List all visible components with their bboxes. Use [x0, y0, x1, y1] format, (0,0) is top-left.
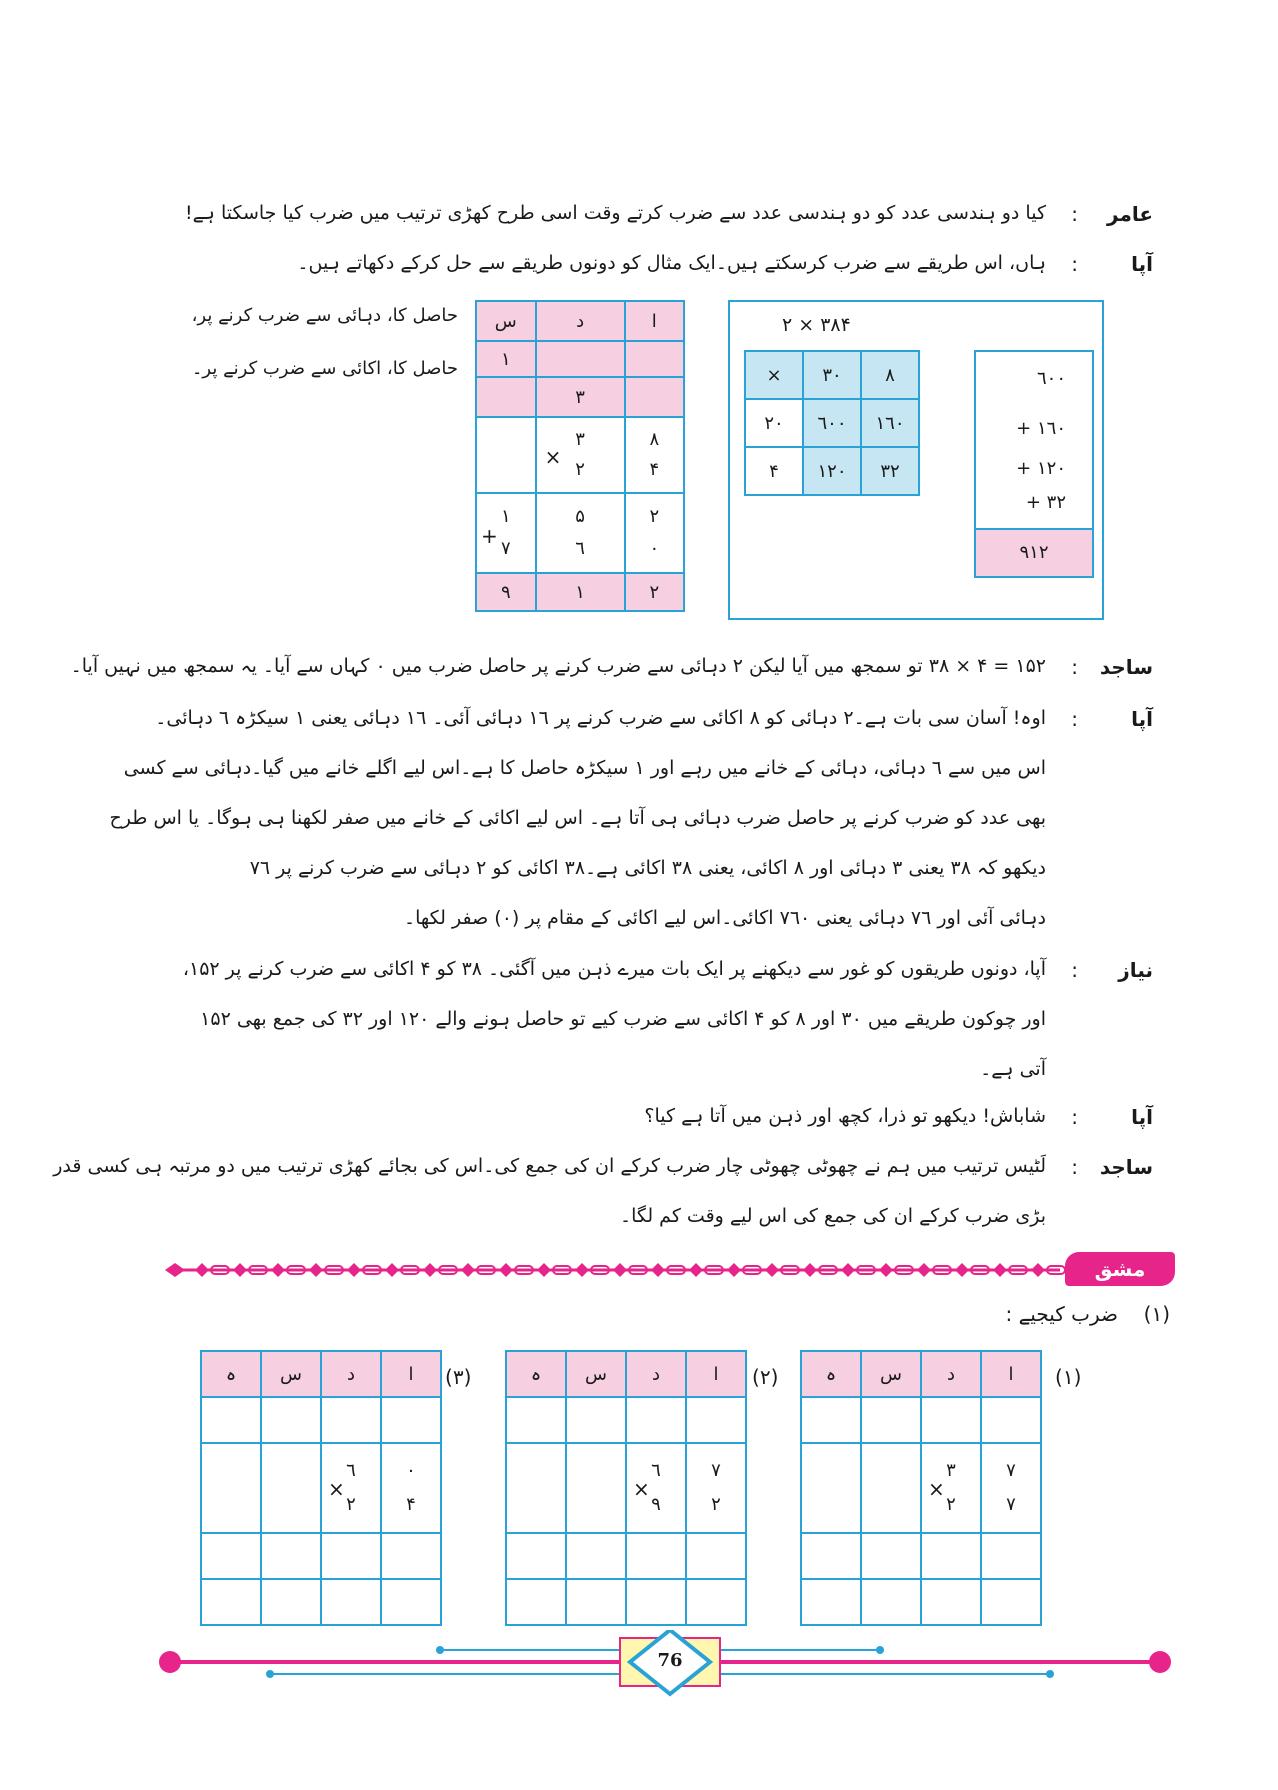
times-sign: × — [544, 445, 562, 469]
page-number: 76 — [657, 1650, 683, 1671]
chain-diamond — [689, 1263, 703, 1277]
answer-cell — [201, 1579, 261, 1625]
chain-diamond — [613, 1263, 627, 1277]
answer-cell — [626, 1579, 686, 1625]
lattice-title: ٣٨ × ٢۴ — [782, 314, 851, 336]
chain-diamond — [461, 1263, 475, 1277]
answer-cell — [861, 1397, 921, 1443]
answer-cell — [981, 1579, 1041, 1625]
problem-digits: ٠ ۴ — [381, 1443, 441, 1533]
grid-header: د — [626, 1351, 686, 1397]
exercise-grid — [200, 1350, 442, 1626]
dialogue-text: ہاں، اس طریقے سے ضرب کرسکتے ہیں۔ایک مثال کو دونوں طریقے سے حل کرکے دکھاتے ہیں۔ — [297, 252, 1046, 274]
chain-diamond — [385, 1263, 399, 1277]
answer-cell — [201, 1443, 261, 1533]
chain-diamond — [841, 1263, 855, 1277]
grid-header: س — [261, 1351, 321, 1397]
grid-header: ا — [381, 1351, 441, 1397]
answer-cell — [381, 1533, 441, 1579]
answer-cell — [981, 1397, 1041, 1443]
note-units: حاصل کا، اکائی سے ضرب کرنے پر۔ — [191, 358, 458, 379]
vertical-multiplication-grid: ا د س ١ ٣ ٨ ۴ ٣ ٢ × ٢ ٠ ۵ ٦ ١ ٧ + ٢ ١ ٩ — [475, 300, 685, 612]
answer-cell — [321, 1533, 381, 1579]
problem-digits: ٦ ٩ × — [626, 1443, 686, 1533]
answer-cell — [861, 1443, 921, 1533]
answer-cell — [506, 1579, 566, 1625]
answer-cell — [506, 1443, 566, 1533]
dialogue-text: کیا دو ہندسی عدد کو دو ہندسی عدد سے ضرب کرتے وقت اسی طرح کھڑی ترتیب میں ضرب کیا جاسکتا ہے! — [185, 202, 1046, 224]
answer-cell — [921, 1579, 981, 1625]
answer-cell — [261, 1397, 321, 1443]
speaker-name: ساجد — [1099, 1155, 1153, 1179]
answer-cell — [506, 1397, 566, 1443]
problem-label: (١) — [1055, 1365, 1082, 1389]
sum-box: ٦٠٠ + ١٦٠ + ١٢٠ + ٣٢ ٩١٢ — [974, 350, 1094, 578]
times-sign: × — [928, 1477, 945, 1501]
answer-cell — [261, 1533, 321, 1579]
answer-cell — [626, 1397, 686, 1443]
answer-cell — [801, 1443, 861, 1533]
chain-diamond — [499, 1263, 513, 1277]
problem-digits: ٧ ٧ — [981, 1443, 1041, 1533]
speaker-name: عامر — [1107, 202, 1153, 226]
grid-header: س — [566, 1351, 626, 1397]
answer-cell — [566, 1443, 626, 1533]
grid-header: ہ — [506, 1351, 566, 1397]
answer-cell — [921, 1397, 981, 1443]
answer-cell — [686, 1579, 746, 1625]
answer-cell — [321, 1579, 381, 1625]
answer-cell — [801, 1579, 861, 1625]
speaker-name: آپا — [1131, 1105, 1153, 1129]
times-sign: × — [745, 351, 803, 399]
speaker-name: آپا — [1131, 252, 1153, 276]
times-sign: × — [328, 1477, 345, 1501]
chain-diamond — [423, 1263, 437, 1277]
sum-total: ٩١٢ — [976, 528, 1092, 576]
note-tens: حاصل کا، دہائی سے ضرب کرنے پر، — [191, 305, 458, 326]
plus-sign: + — [481, 524, 498, 548]
answer-cell — [921, 1533, 981, 1579]
problem-digits: ٣ ٢ × — [921, 1443, 981, 1533]
chain-diamond — [575, 1263, 589, 1277]
lattice-example-box — [728, 300, 1104, 620]
lattice-grid: ٨ ٣٠ × ١٦٠ ٦٠٠ ٢٠ ٣٢ ١٢٠ ۴ — [744, 350, 920, 496]
grid-header: د — [921, 1351, 981, 1397]
decorative-chain-border — [165, 1255, 1065, 1285]
carry-digit: ١ — [476, 341, 536, 377]
question-text: ضرب کیجیے : — [1005, 1302, 1118, 1326]
speaker-name: نیاز — [1118, 958, 1153, 982]
answer-cell — [566, 1397, 626, 1443]
chain-diamond — [347, 1263, 361, 1277]
answer-cell — [566, 1579, 626, 1625]
answer-cell — [801, 1533, 861, 1579]
answer-cell — [201, 1397, 261, 1443]
exercise-grid — [800, 1350, 1042, 1626]
answer-cell — [626, 1533, 686, 1579]
problem-digits: ٦ ٢ × — [321, 1443, 381, 1533]
problem-label: (٣) — [445, 1365, 472, 1389]
answer-cell — [381, 1397, 441, 1443]
chain-diamond — [233, 1263, 247, 1277]
exercise-banner: مشق — [1065, 1252, 1175, 1286]
header-hundreds: س — [476, 301, 536, 341]
answer-cell — [981, 1533, 1041, 1579]
result-digit: ١ — [536, 573, 625, 611]
chain-diamond — [993, 1263, 1007, 1277]
answer-cell — [321, 1397, 381, 1443]
answer-cell — [381, 1579, 441, 1625]
exercise-grid — [505, 1350, 747, 1626]
chain-diamond — [271, 1263, 285, 1277]
answer-cell — [261, 1443, 321, 1533]
problem-label: (٢) — [752, 1365, 779, 1389]
chain-diamond — [803, 1263, 817, 1277]
chain-diamond — [1031, 1263, 1045, 1277]
chain-diamond — [879, 1263, 893, 1277]
grid-header: ہ — [801, 1351, 861, 1397]
answer-cell — [201, 1533, 261, 1579]
chain-diamond — [195, 1263, 209, 1277]
chain-diamond — [537, 1263, 551, 1277]
problem-digits: ٧ ٢ — [686, 1443, 746, 1533]
header-ones: ا — [625, 301, 684, 341]
chain-diamond — [309, 1263, 323, 1277]
answer-cell — [261, 1579, 321, 1625]
speaker-name: آپا — [1131, 707, 1153, 731]
chain-diamond — [955, 1263, 969, 1277]
grid-header: ہ — [201, 1351, 261, 1397]
grid-header: ا — [686, 1351, 746, 1397]
grid-header: س — [861, 1351, 921, 1397]
answer-cell — [801, 1397, 861, 1443]
question-number: (١) — [1143, 1302, 1170, 1326]
chain-diamond — [727, 1263, 741, 1277]
answer-cell — [506, 1533, 566, 1579]
chain-diamond — [765, 1263, 779, 1277]
answer-cell — [861, 1533, 921, 1579]
grid-header: ا — [981, 1351, 1041, 1397]
chain-diamond — [917, 1263, 931, 1277]
answer-cell — [861, 1579, 921, 1625]
result-digit: ٢ — [625, 573, 684, 611]
answer-cell — [686, 1533, 746, 1579]
times-sign: × — [633, 1477, 650, 1501]
chain-diamond — [651, 1263, 665, 1277]
answer-cell — [566, 1533, 626, 1579]
result-digit: ٩ — [476, 573, 536, 611]
header-tens: د — [536, 301, 625, 341]
carry-digit: ٣ — [536, 377, 625, 417]
answer-cell — [686, 1397, 746, 1443]
grid-header: د — [321, 1351, 381, 1397]
speaker-name: ساجد — [1099, 655, 1153, 679]
